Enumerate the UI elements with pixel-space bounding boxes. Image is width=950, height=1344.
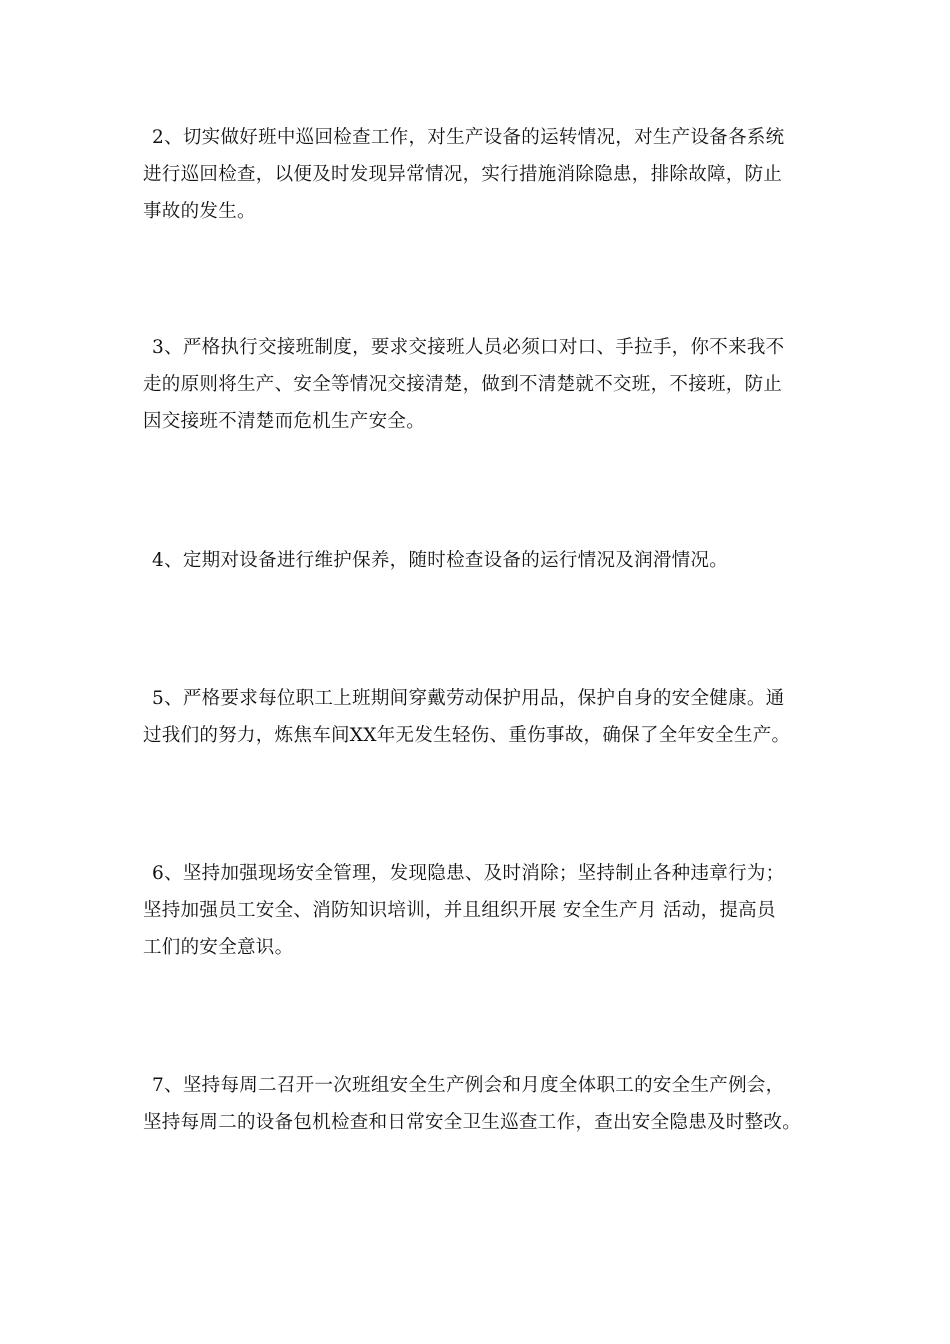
paragraph-line: 走的原则将生产、安全等情况交接清楚，做到不清楚就不交班，不接班，防止 xyxy=(143,374,783,395)
paragraph-line: 4、定期对设备进行维护保养，随时检查设备的运行情况及润滑情况。 xyxy=(152,550,729,571)
paragraph-item-2 xyxy=(143,119,815,230)
paragraph-line: 因交接班不清楚而危机生产安全。 xyxy=(143,411,426,432)
paragraph-line: 6、坚持加强现场安全管理，发现隐患、及时消除；坚持制止各种违章行为； xyxy=(152,863,785,884)
paragraph-line: 2、切实做好班中巡回检查工作，对生产设备的运转情况，对生产设备各系统 xyxy=(152,127,785,148)
paragraph-item-3 xyxy=(143,329,815,440)
paragraph-line: 工们的安全意识。 xyxy=(143,937,294,958)
paragraph-line: 进行巡回检查，以便及时发现异常情况，实行措施消除隐患，排除故障，防止 xyxy=(143,164,783,185)
paragraph-line: 过我们的努力，炼焦车间XX年无发生轻伤、重伤事故，确保了全年安全生产。 xyxy=(143,725,791,746)
paragraph-line: 7、坚持每周二召开一次班组安全生产例会和月度全体职工的安全生产例会， xyxy=(152,1075,785,1096)
paragraph-item-5 xyxy=(143,680,815,754)
paragraph-line: 事故的发生。 xyxy=(143,201,256,222)
paragraph-line: 5、严格要求每位职工上班期间穿戴劳动保护用品，保护自身的安全健康。通 xyxy=(152,688,785,709)
paragraph-line: 坚持加强员工安全、消防知识培训，并且组织开展 安全生产月 活动，提高员 xyxy=(143,900,776,921)
paragraph-item-6 xyxy=(143,855,815,966)
paragraph-line: 3、严格执行交接班制度，要求交接班人员必须口对口、手拉手，你不来我不 xyxy=(152,337,785,358)
paragraph-item-4 xyxy=(143,542,815,579)
paragraph-item-7 xyxy=(143,1067,815,1141)
paragraph-line: 坚持每周二的设备包机检查和日常安全卫生巡查工作，查出安全隐患及时整改。 xyxy=(143,1112,802,1133)
